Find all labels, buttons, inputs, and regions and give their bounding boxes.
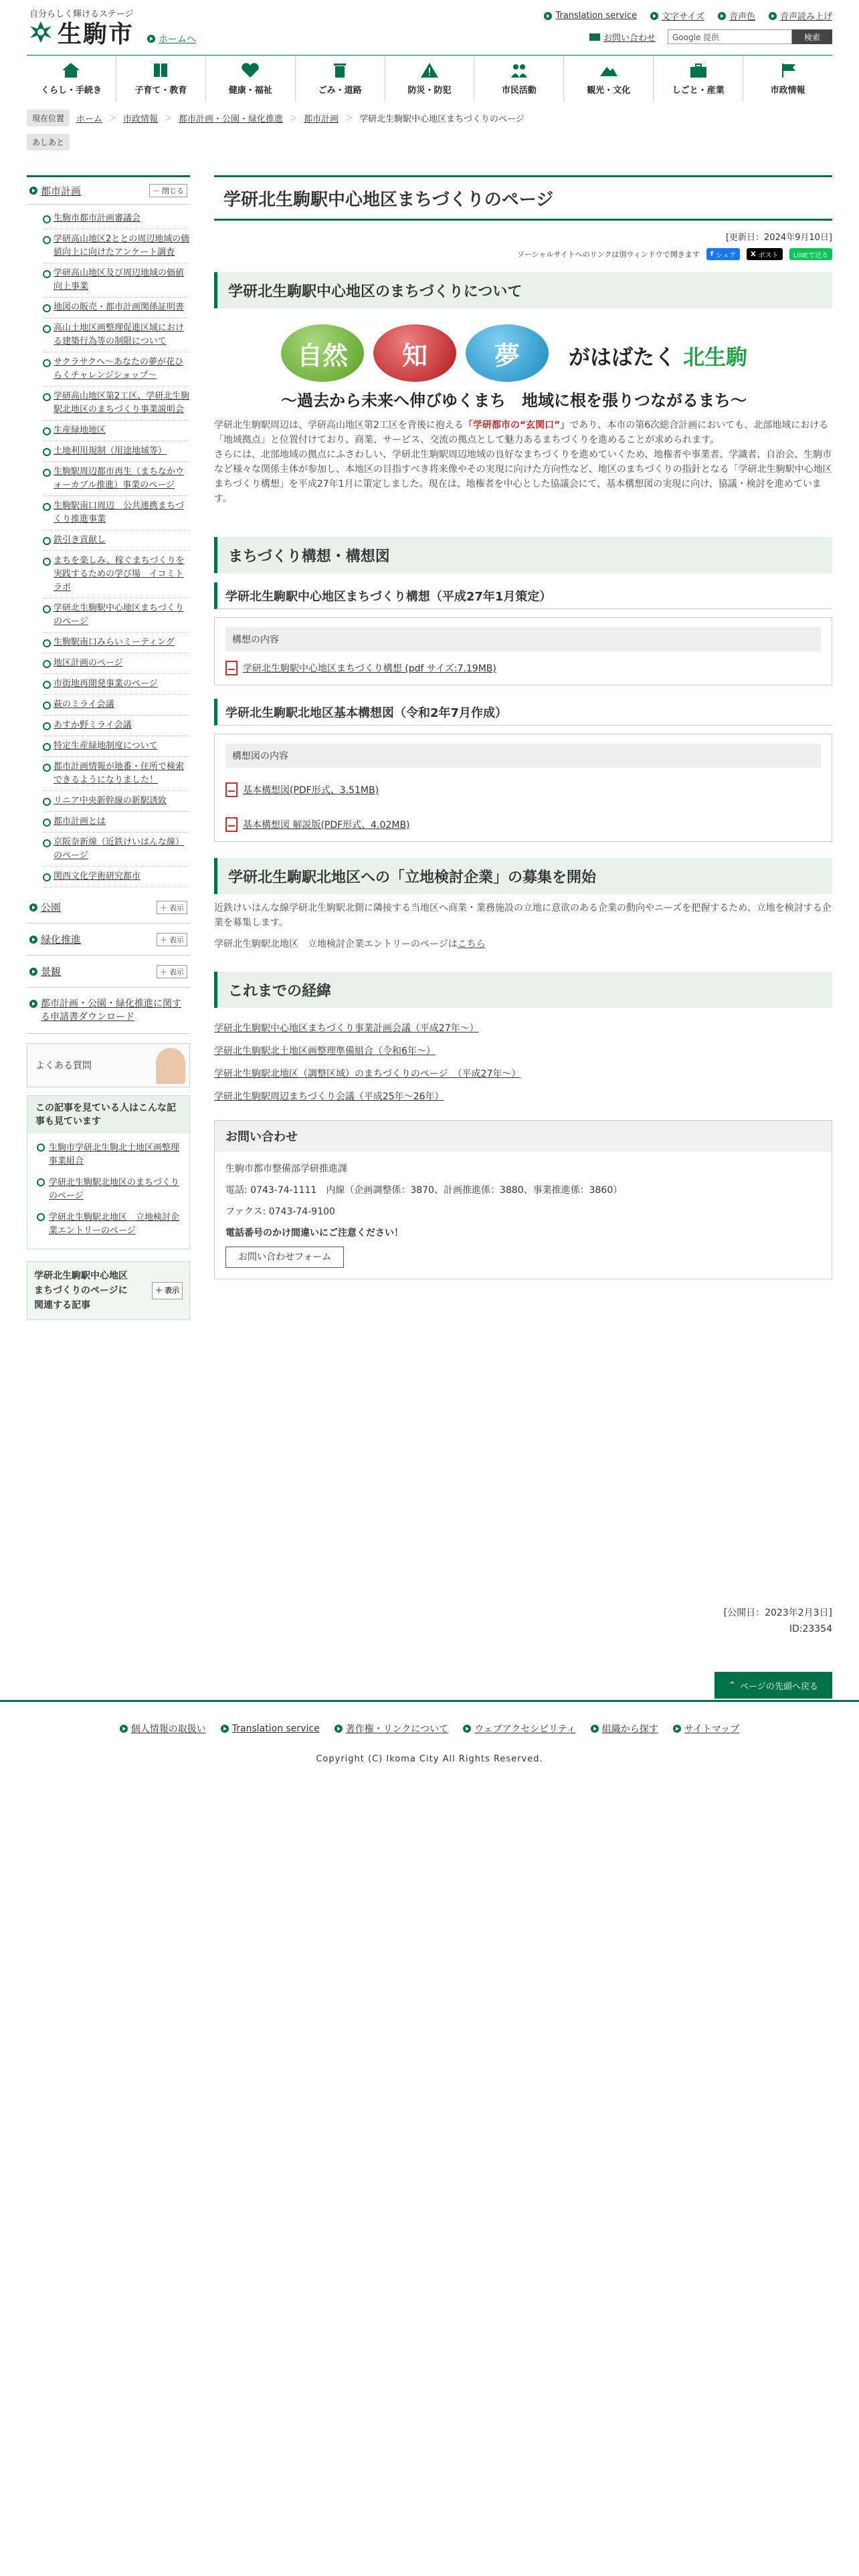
back-to-top-button[interactable]: ⌃ ページの先頭へ戻る <box>714 1672 832 1699</box>
plus-icon: ＋ <box>160 967 167 976</box>
box-heading: 構想図の内容 <box>225 744 821 768</box>
sidebar-item[interactable]: あすか野ミライ会議 <box>43 716 190 736</box>
chevron-right-icon: ＞ <box>345 114 353 122</box>
sidebar-item[interactable]: 都市計画とは <box>43 812 190 833</box>
footer-nav <box>0 1722 859 1735</box>
copyright: Copyright (C) Ikoma City All Rights Reserved. <box>316 1754 543 1764</box>
history-label: あしあと <box>27 134 70 150</box>
contact-fax: ファクス: 0743-74-9100 <box>225 1206 335 1217</box>
dream-badge: 夢 <box>466 324 549 382</box>
download-link[interactable]: 都市計画・公園・緑化推進に関する申請書ダウンロード <box>27 988 190 1034</box>
history-link[interactable]: 学研北生駒駅周辺まちづくり会議（平成25年〜26年） <box>214 1091 444 1102</box>
plus-icon: ＋ <box>155 1286 163 1295</box>
gnav-garbage[interactable]: ごみ・道路 <box>295 56 385 102</box>
gnav-childcare[interactable]: 子育て・教育 <box>116 56 205 102</box>
contact-warning: 電話番号のかけ間違いにご注意ください！ <box>225 1228 403 1239</box>
pdf-link[interactable]: 基本構想図(PDF形式、3.51MB) <box>225 782 821 797</box>
section-heading: 学研北生駒駅北地区への「立地検討企業」の募集を開始 <box>214 858 832 894</box>
footer-link[interactable]: サイトマップ <box>673 1722 739 1735</box>
utility-links <box>544 9 832 22</box>
header-tools <box>589 29 832 44</box>
people-icon <box>509 62 529 79</box>
chevron-right-icon: ＞ <box>165 114 173 122</box>
book-icon <box>151 62 171 79</box>
subsection-heading: 学研北生駒駅中心地区まちづくり構想（平成27年1月策定） <box>214 582 832 609</box>
sidebar-section-greening[interactable]: 緑化推進 ＋ 表示 <box>27 924 190 956</box>
chevron-right-icon: ＞ <box>290 114 298 122</box>
recommended-title: この記事を見ている人はこんな記事も見ています <box>27 1096 189 1134</box>
pdf-icon <box>225 817 237 832</box>
arrow-icon <box>463 1725 471 1733</box>
expand-button[interactable]: ＋ 表示 <box>157 965 187 978</box>
logo-text: 生駒市 <box>58 20 134 48</box>
sidebar-item[interactable]: 萩のミライ会議 <box>43 695 190 716</box>
history-link[interactable]: 学研北生駒駅中心地区まちづくり事業計画会議（平成27年〜） <box>214 1023 479 1034</box>
arrow-icon <box>673 1725 681 1733</box>
x-icon: X <box>750 250 756 258</box>
sidebar-item[interactable]: 学研北生駒駅中心地区まちづくりのページ <box>43 599 190 633</box>
arrow-icon <box>147 35 155 43</box>
arrow-icon <box>650 12 658 20</box>
gnav-health[interactable]: 健康・福祉 <box>205 56 295 102</box>
sidebar-item[interactable]: 関西文化学術研究都市 <box>43 867 190 887</box>
contact-link[interactable]: お問い合わせ <box>589 31 656 43</box>
trash-icon <box>330 62 350 79</box>
facebook-icon: f <box>710 250 714 258</box>
section-heading: これまでの経緯 <box>214 972 832 1008</box>
expand-button[interactable]: ＋ 表示 <box>157 901 187 914</box>
sidebar-list <box>27 205 190 891</box>
related-articles[interactable]: 学研北生駒駅中心地区まちづくりのページに関連する記事 ＋ 表示 <box>27 1261 190 1320</box>
hero-tagline: がはばたく 北生駒 <box>569 344 748 370</box>
history-link[interactable]: 学研北生駒駅北地区（調整区域）のまちづくりのページ （平成27年〜） <box>214 1069 521 1079</box>
recommended-item[interactable]: 学研北生駒駅北地区のまちづくりのページ <box>37 1172 183 1207</box>
house-icon <box>61 62 81 79</box>
sidebar-item[interactable]: 生駒駅南口周辺 公共連携まちづくり推進事業 <box>43 496 190 530</box>
contact-department: 生駒市都市整備部学研推進課 <box>225 1164 347 1174</box>
intro-paragraph: 学研北生駒駅周辺は、学研高山地区第2工区を背後に抱える「学研都市の“玄関口”」であり、本市の第6次総合計画においても、北部地域における「地域拠点」と位置付けており、商業、サービス、交流の拠点として魅力あるまちづくりを進めることが求められます。 <box>214 420 829 445</box>
global-nav <box>27 55 832 102</box>
breadcrumb-home[interactable]: ホーム <box>76 114 103 124</box>
plus-icon: ＋ <box>160 903 167 912</box>
contact-heading: お問い合わせ <box>215 1121 832 1152</box>
document-box <box>214 617 832 685</box>
sidebar-item[interactable]: 生駒市都市計画審議会 <box>43 209 190 229</box>
sidebar-item[interactable]: 高山土地区画整理促進区域における建築行為等の制限について <box>43 318 190 352</box>
main-content <box>214 175 832 1279</box>
pdf-icon <box>225 782 237 797</box>
color-link[interactable]: 音声色 <box>718 9 755 22</box>
gnav-living[interactable]: くらし・手続き <box>27 56 116 102</box>
subsection-heading: 学研北生駒駅北地区基本構想図（令和2年7月作成） <box>214 699 832 726</box>
arrow-icon <box>335 1725 343 1733</box>
gnav-civic[interactable]: 市民活動 <box>474 56 563 102</box>
breadcrumb-urban[interactable]: 都市計画・公園・緑化推進 <box>179 114 284 124</box>
sidebar-item[interactable]: 学研高山地区第2工区、学研北生駒駅北地区のまちづくり事業説明会 <box>43 387 190 421</box>
page-id: ID:23354 <box>789 1624 832 1634</box>
search-button[interactable]: 検索 <box>792 29 832 44</box>
gnav-tourism[interactable]: 観光・文化 <box>563 56 653 102</box>
arrow-icon <box>29 187 37 195</box>
nature-badge: 自然 <box>281 324 364 382</box>
pdf-icon <box>225 661 237 675</box>
arrow-icon <box>29 968 37 976</box>
sidebar-item[interactable]: 地図の販売・都市計画関係証明書 <box>43 298 190 318</box>
arrow-icon <box>718 12 726 20</box>
footer-link[interactable]: 個人情報の取扱い <box>120 1722 206 1735</box>
published-date: [公開日：2023年2月3日] <box>723 1608 832 1618</box>
sidebar-item[interactable]: サクラサクへ〜あなたの夢が花ひらくチャレンジショップ〜 <box>43 352 190 387</box>
pdf-link[interactable]: 学研北生駒駅中心地区まちづくり構想 (pdf サイズ:7.19MB) <box>225 661 821 675</box>
document-box <box>214 734 832 842</box>
sidebar-item[interactable]: 土地利用規制（用途地域等） <box>43 441 190 462</box>
recommended-articles <box>27 1095 190 1249</box>
mail-icon <box>589 33 600 41</box>
sidebar-item[interactable]: 地区計画のページ <box>43 653 190 674</box>
chevron-right-icon: ＞ <box>109 114 117 122</box>
heart-icon <box>240 62 260 79</box>
pdf-link[interactable]: 基本構想図 解説版(PDF形式、4.02MB) <box>225 817 821 832</box>
intro-paragraph-2: さらには、北部地域の拠点にふさわしい、学研北生駒駅周辺地域の良好なまちづくりを進めていくため、地権者や事業者、学識者、自治会、生駒市など様々な関係主体が参加し、本地区の目指すべき将来像やその実現に向けた方向性など、地区のまちづくりの指針となる「学研北生駒駅中心地区まちづくり構想」を平成27年1月に策定しました。現在は、地権者を中心とした協議会にて、基本構想図の実現に向け、協議・検討を進めています。 <box>214 449 832 504</box>
history-breadcrumb <box>27 132 70 151</box>
sidebar-item[interactable]: 生駒駅周辺都市再生（まちなかウォーカブル推進）事業のページ <box>43 462 190 496</box>
footer-link[interactable]: Translation service <box>221 1722 320 1735</box>
sidebar-item[interactable]: リニア中央新幹線の新駅誘致 <box>43 791 190 812</box>
home-link[interactable]: ホームへ <box>147 32 196 45</box>
site-footer <box>0 1700 859 1764</box>
sidebar-item[interactable]: 都市計画情報が地番・住所で検索できるようになりました！ <box>43 757 190 791</box>
arrow-icon <box>29 903 37 911</box>
breadcrumb-cityinfo[interactable]: 市政情報 <box>123 114 159 124</box>
site-search <box>668 29 832 44</box>
contact-phone: 電話: 0743-74-1111 内線（企画調整係：3870、計画推進係：3880、事業推進係：3860） <box>225 1185 623 1196</box>
sidebar-item[interactable]: 鉄引き貢献し <box>43 530 190 551</box>
expand-button[interactable]: ＋ 表示 <box>157 933 187 946</box>
sidebar <box>27 175 190 1320</box>
sidebar-item[interactable]: 京阪奈新線（近鉄けいはんな線）のページ <box>43 833 190 867</box>
share-bar <box>214 248 832 260</box>
site-tagline: 自分らしく輝けるステージ <box>29 9 134 19</box>
plus-icon: ＋ <box>160 935 167 944</box>
sidebar-section-park[interactable]: 公園 ＋ 表示 <box>27 891 190 924</box>
breadcrumb <box>27 108 524 127</box>
knowledge-badge: 知 <box>373 324 456 382</box>
arrow-icon <box>591 1725 599 1733</box>
sidebar-item[interactable]: 学研高山地区及び周辺地域の価値向上事業 <box>43 263 190 298</box>
footer-link[interactable]: 組織から探す <box>591 1722 658 1735</box>
arrow-icon <box>221 1725 229 1733</box>
footer-link[interactable]: ウェブアクセシビリティ <box>463 1722 576 1735</box>
sidebar-item[interactable]: 特定生産緑地制度について <box>43 736 190 757</box>
warning-icon <box>419 62 440 79</box>
arrow-icon <box>544 12 552 20</box>
section-heading: まちづくり構想・構想図 <box>214 537 832 573</box>
search-input[interactable]: Google 提供 <box>668 29 792 44</box>
contact-box <box>214 1120 832 1279</box>
sidebar-item[interactable]: 生産緑地地区 <box>43 421 190 441</box>
gnav-disaster[interactable]: 防災・防犯 <box>385 56 474 102</box>
expand-button[interactable]: ＋ 表示 <box>152 1282 183 1299</box>
publish-info <box>724 1605 832 1637</box>
arrow-icon <box>769 12 777 20</box>
history-links <box>214 1021 832 1103</box>
breadcrumb-label: 現在位置 <box>27 110 70 126</box>
flag-icon <box>778 62 798 79</box>
minus-icon: － <box>153 187 160 195</box>
footer-link[interactable]: 著作権・リンクについて <box>335 1722 448 1735</box>
x-post-button[interactable]: X ポスト <box>747 248 783 260</box>
sidebar-section-landscape[interactable]: 景観 ＋ 表示 <box>27 956 190 988</box>
recommended-item[interactable]: 生駒市学研北生駒北土地区画整理事業組合 <box>37 1138 183 1172</box>
faq-illustration <box>156 1048 185 1084</box>
recruit-paragraph: 近鉄けいはんな線学研北生駒駅北側に隣接する当地区へ商業・業務施設の立地に意欲のある企業の動向やニーズを把握するため、立地を検討する企業を募集します。 <box>214 903 832 928</box>
collapse-button[interactable]: － 閉じる <box>149 184 187 197</box>
page-title: 学研北生駒駅中心地区まちづくりのページ <box>214 175 832 221</box>
arrow-icon <box>29 936 37 944</box>
font-size-link[interactable]: 文字サイズ <box>650 9 704 22</box>
sidebar-item[interactable]: 学研高山地区2ととの周辺地域の価値向上に向けたアンケート調査 <box>43 229 190 263</box>
translation-link[interactable]: Translation service <box>544 9 637 22</box>
gnav-business[interactable]: しごと・産業 <box>653 56 743 102</box>
sidebar-item[interactable]: まちを楽しみ、稼ぐまちづくりを実践するための学び場 イコミトラボ <box>43 551 190 599</box>
recommended-item[interactable]: 学研北生駒駅北地区 立地検討企業エントリーのページ <box>37 1207 183 1242</box>
sidebar-item[interactable]: 生駒駅南口みらいミーティング <box>43 633 190 653</box>
sidebar-item[interactable]: 市街地再開発事業のページ <box>43 674 190 695</box>
box-heading: 構想の内容 <box>225 627 821 651</box>
arrow-icon <box>29 1000 37 1008</box>
chevron-up-icon: ⌃ <box>729 1680 737 1691</box>
sidebar-section-header[interactable]: 都市計画 － 閉じる <box>27 175 190 205</box>
site-logo[interactable] <box>28 19 134 48</box>
entry-page-link[interactable]: こちら <box>457 939 486 950</box>
hero-banner <box>214 320 832 411</box>
read-aloud-link[interactable]: 音声読み上げ <box>769 9 832 22</box>
hero-subtitle: ～過去から未来へ伸びゆくまち 地域に根を張りつながるまち～ <box>281 391 747 410</box>
mountain-icon <box>599 62 619 79</box>
share-note: ソーシャルサイトへのリンクは別ウィンドウで開きます <box>516 250 700 259</box>
briefcase-icon <box>688 62 708 79</box>
contact-form-button[interactable]: お問い合わせフォーム <box>225 1247 344 1268</box>
faq-banner[interactable]: よくある質問 <box>27 1043 190 1087</box>
breadcrumb-current: 学研北生駒駅中心地区まちづくりのページ <box>359 114 524 124</box>
history-link[interactable]: 学研北生駒駅北土地区画整理準備組合（令和6年〜） <box>214 1046 436 1057</box>
facebook-share-button[interactable]: f シェア <box>706 248 740 260</box>
arrow-icon <box>120 1725 128 1733</box>
updated-date: [更新日：2024年9月10日] <box>725 233 832 243</box>
gnav-cityinfo[interactable]: 市政情報 <box>743 56 832 102</box>
city-emblem-icon <box>28 19 54 45</box>
recruit-link-line: 学研北生駒駅北地区 立地検討企業エントリーのページはこちら <box>214 939 486 950</box>
section-heading: 学研北生駒駅中心地区のまちづくりについて <box>214 272 832 308</box>
line-share-button[interactable]: LINEで送る <box>789 248 832 260</box>
breadcrumb-planning[interactable]: 都市計画 <box>304 114 339 124</box>
